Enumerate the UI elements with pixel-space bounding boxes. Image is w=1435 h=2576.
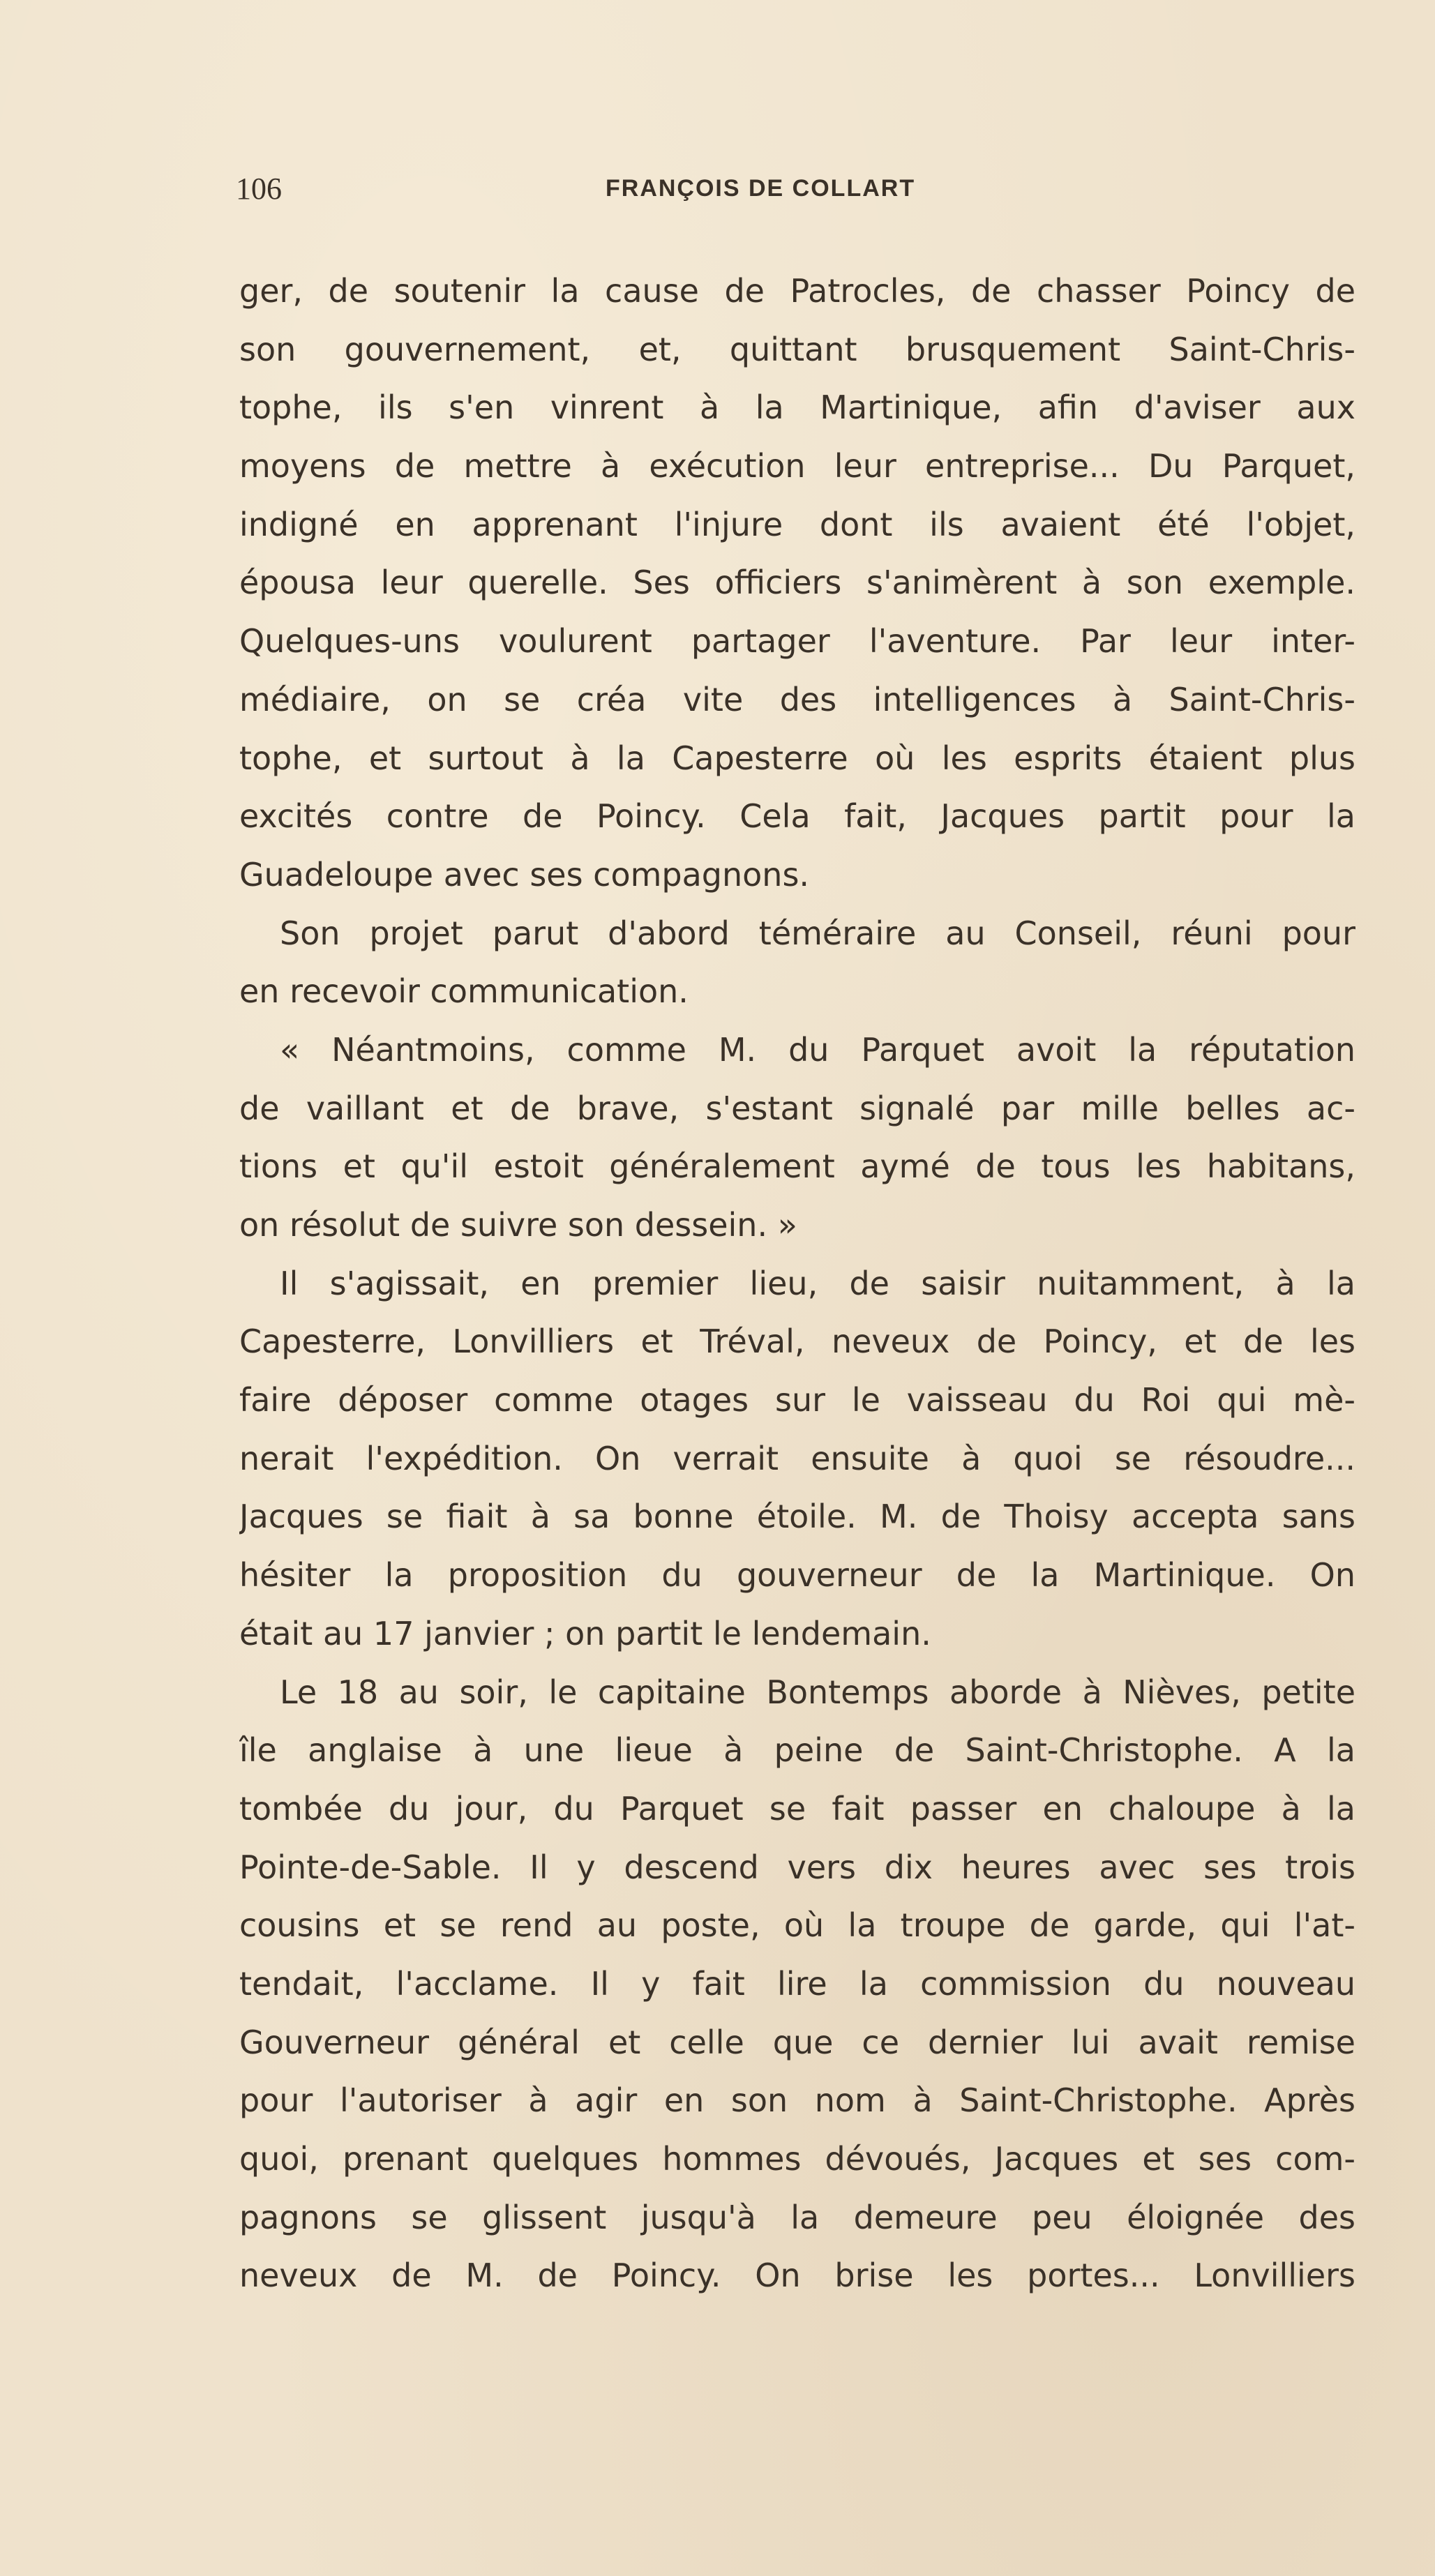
text-line: pour l'autoriser à agir en son nom à Saint-Christophe. Après: [239, 2081, 1355, 2120]
body-text: [239, 262, 1355, 2305]
text-line: de vaillant et de brave, s'estant signalé par mille belles ac-: [239, 1089, 1355, 1127]
page-number: 106: [236, 172, 282, 206]
text-line: ger, de soutenir la cause de Patrocles, de chasser Poincy de: [239, 272, 1355, 310]
text-line: en recevoir communication.: [239, 972, 689, 1011]
text-line: Quelques-uns voulurent partager l'aventure. Par leur inter-: [239, 622, 1355, 661]
text-line: Guadeloupe avec ses compagnons.: [239, 855, 810, 894]
text-line: île anglaise à une lieue à peine de Saint-Christophe. A la: [239, 1731, 1355, 1770]
text-line: tombée du jour, du Parquet se fait passer en chaloupe à la: [239, 1789, 1355, 1828]
running-head: [236, 171, 1353, 213]
text-line: cousins et se rend au poste, où la troupe de garde, qui l'at-: [239, 1906, 1355, 1945]
text-line: « Néantmoins, comme M. du Parquet avoit la réputation: [280, 1030, 1355, 1069]
text-line: Son projet parut d'abord téméraire au Conseil, réuni pour: [280, 914, 1355, 952]
text-line: moyens de mettre à exécution leur entreprise... Du Parquet,: [239, 447, 1355, 485]
text-line: tophe, et surtout à la Capesterre où les esprits étaient plus: [239, 739, 1355, 777]
text-line: on résolut de suivre son dessein. »: [239, 1206, 797, 1244]
text-line: faire déposer comme otages sur le vaisseau du Roi qui mè-: [239, 1381, 1355, 1419]
text-line: quoi, prenant quelques hommes dévoués, Jacques et ses com-: [239, 2140, 1355, 2178]
text-line: indigné en apprenant l'injure dont ils avaient été l'objet,: [239, 505, 1355, 543]
text-line: hésiter la proposition du gouverneur de la Martinique. On: [239, 1556, 1355, 1595]
text-line: Jacques se fiait à sa bonne étoile. M. de Thoisy accepta sans: [239, 1498, 1355, 1536]
text-line: tendait, l'acclame. Il y fait lire la commission du nouveau: [239, 1964, 1355, 2003]
text-line: Il s'agissait, en premier lieu, de saisir nuitamment, à la: [280, 1264, 1355, 1302]
text-line: nerait l'expédition. On verrait ensuite à quoi se résoudre...: [239, 1439, 1355, 1477]
text-line: Capesterre, Lonvilliers et Tréval, neveux de Poincy, et de les: [239, 1323, 1355, 1361]
text-line: neveux de M. de Poincy. On brise les portes... Lonvilliers: [239, 2257, 1355, 2295]
text-line: Le 18 au soir, le capitaine Bontemps aborde à Nièves, petite: [280, 1673, 1355, 1711]
text-line: pagnons se glissent jusqu'à la demeure peu éloignée des: [239, 2198, 1355, 2236]
text-line: tophe, ils s'en vinrent à la Martinique, afin d'aviser aux: [239, 389, 1355, 427]
text-line: Gouverneur général et celle que ce dernier lui avait remise: [239, 2023, 1355, 2061]
text-line: épousa leur querelle. Ses officiers s'animèrent à son exemple.: [239, 564, 1355, 602]
text-line: son gouvernement, et, quittant brusquement Saint-Chris-: [239, 330, 1355, 368]
text-line: excités contre de Poincy. Cela fait, Jacques partit pour la: [239, 797, 1355, 836]
text-line: était au 17 janvier ; on partit le lendemain.: [239, 1614, 931, 1652]
text-line: médiaire, on se créa vite des intelligences à Saint-Chris-: [239, 680, 1355, 718]
text-line: Pointe-de-Sable. Il y descend vers dix heures avec ses trois: [239, 1848, 1355, 1886]
running-title: FRANÇOIS DE COLLART: [606, 175, 916, 202]
text-line: tions et qu'il estoit généralement aymé de tous les habitans,: [239, 1147, 1355, 1186]
